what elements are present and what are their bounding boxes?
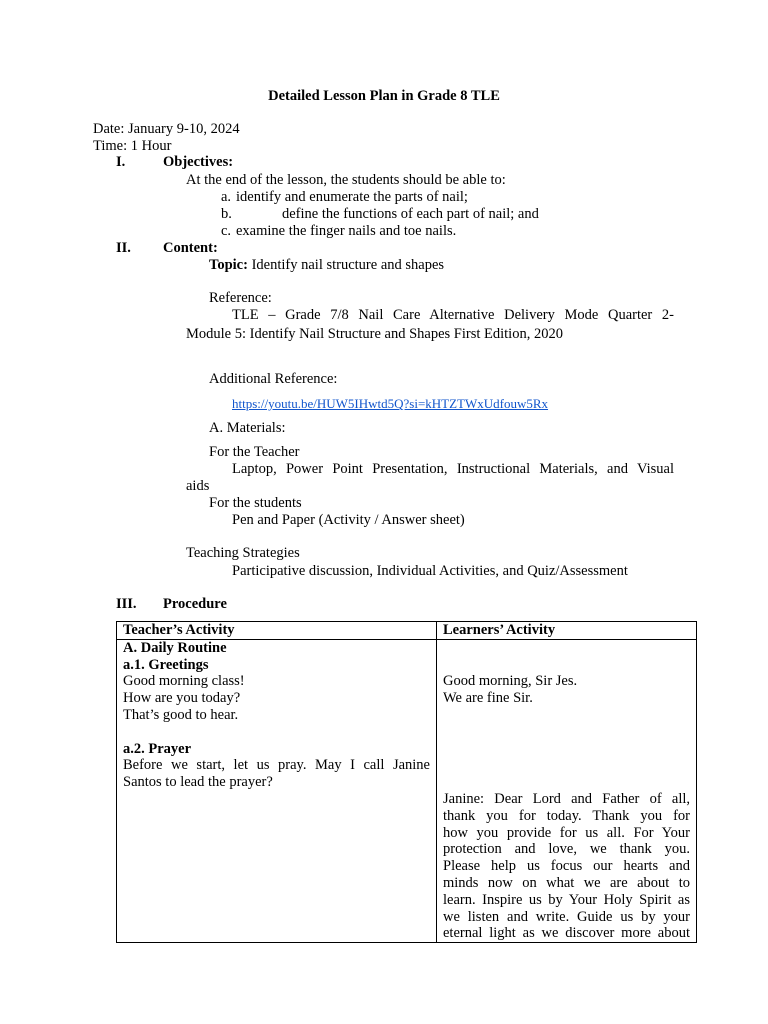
objectives-intro: At the end of the lesson, the students should be able to:: [186, 172, 506, 188]
for-teacher-line-2: aids: [186, 478, 210, 494]
greetings-heading: a.1. Greetings: [123, 656, 209, 673]
teacher-greeting-line: How are you today?: [123, 690, 241, 707]
daily-routine-heading: A. Daily Routine: [123, 639, 227, 656]
lesson-date: Date: January 9-10, 2024: [93, 121, 240, 137]
spacer: [443, 640, 690, 657]
learner-prayer-line: protection and love, we thank you.: [443, 841, 690, 858]
learner-prayer-line: minds now on what we are about to: [443, 874, 690, 891]
teacher-greeting-line: Good morning class!: [123, 673, 245, 690]
objective-text-c: examine the finger nails and toe nails.: [236, 223, 457, 239]
document-title: Detailed Lesson Plan in Grade 8 TLE: [268, 88, 500, 104]
spacer: [443, 724, 690, 741]
learner-prayer-line: we listen and write. Guide us by your: [443, 908, 690, 925]
materials-label: A. Materials:: [209, 420, 286, 436]
learner-prayer-line: learn. Inspire us by Your Holy Spirit as: [443, 891, 690, 908]
learners-activity-cell: [437, 639, 697, 942]
learners-activity-header: Learners’ Activity: [437, 622, 697, 640]
learner-prayer-line: Janine: Dear Lord and Father of all,: [443, 790, 690, 807]
topic-line: [209, 257, 444, 274]
content-heading: Content:: [163, 240, 218, 256]
objective-marker-b: b.: [221, 206, 232, 222]
topic-label: Topic:: [209, 257, 248, 273]
objectives-heading: Objectives:: [163, 154, 234, 170]
spacer: [443, 757, 690, 774]
reference-label: Reference:: [209, 290, 272, 306]
spacer: [443, 657, 690, 674]
objectives-numeral: I.: [116, 154, 126, 170]
learner-greeting-line: We are fine Sir.: [443, 690, 533, 707]
learner-prayer-line: eternal light as we discover more about: [443, 925, 690, 942]
topic-text: Identify nail structure and shapes: [251, 257, 445, 273]
table-header-row: [117, 622, 697, 640]
learner-prayer-line: how you provide for us all. For Your: [443, 824, 690, 841]
additional-reference-link[interactable]: https://youtu.be/HUW5IHwtd5Q?si=kHTZTWxUdfouw5Rx: [232, 396, 549, 411]
for-teacher-line-1: Laptop, Power Point Presentation, Instructional Materials, and Visual: [232, 461, 674, 477]
strategies-text: Participative discussion, Individual Activities, and Quiz/Assessment: [232, 563, 628, 579]
lesson-time: Time: 1 Hour: [93, 138, 172, 154]
teacher-greeting-line: That’s good to hear.: [123, 706, 239, 723]
spacer: [443, 741, 690, 758]
objective-marker-c: c.: [221, 223, 232, 239]
procedure-numeral: III.: [116, 596, 137, 612]
prayer-instruction-line-2: Santos to lead the prayer?: [123, 774, 273, 791]
spacer: [443, 774, 690, 791]
learner-greeting-line: Good morning, Sir Jes.: [443, 673, 578, 690]
for-students-text: Pen and Paper (Activity / Answer sheet): [232, 512, 465, 528]
reference-line-1: TLE – Grade 7/8 Nail Care Alternative Delivery Mode Quarter 2-: [232, 307, 674, 323]
spacer: [123, 724, 430, 741]
procedure-table: [116, 621, 697, 943]
prayer-instruction-line-1: Before we start, let us pray. May I call Janine: [123, 757, 430, 774]
additional-reference-label: Additional Reference:: [209, 371, 338, 387]
learner-prayer-line: thank you for today. Thank you for: [443, 807, 690, 824]
objective-marker-a: a.: [221, 189, 232, 205]
objective-text-b: define the functions of each part of nail; and: [282, 206, 539, 222]
teacher-activity-cell: [117, 639, 437, 942]
reference-line-2: Module 5: Identify Nail Structure and Shapes First Edition, 2020: [186, 326, 563, 342]
for-students-label: For the students: [209, 495, 302, 511]
prayer-heading: a.2. Prayer: [123, 740, 192, 757]
spacer: [443, 707, 690, 724]
content-numeral: II.: [116, 240, 131, 256]
procedure-heading: Procedure: [163, 596, 227, 612]
for-teacher-label: For the Teacher: [209, 444, 300, 460]
strategies-label: Teaching Strategies: [186, 545, 300, 561]
objective-text-a: identify and enumerate the parts of nail;: [236, 189, 468, 205]
table-row: [117, 639, 697, 942]
teacher-activity-header: Teacher’s Activity: [117, 622, 437, 640]
learner-prayer-line: Please help us focus our hearts and: [443, 858, 690, 875]
